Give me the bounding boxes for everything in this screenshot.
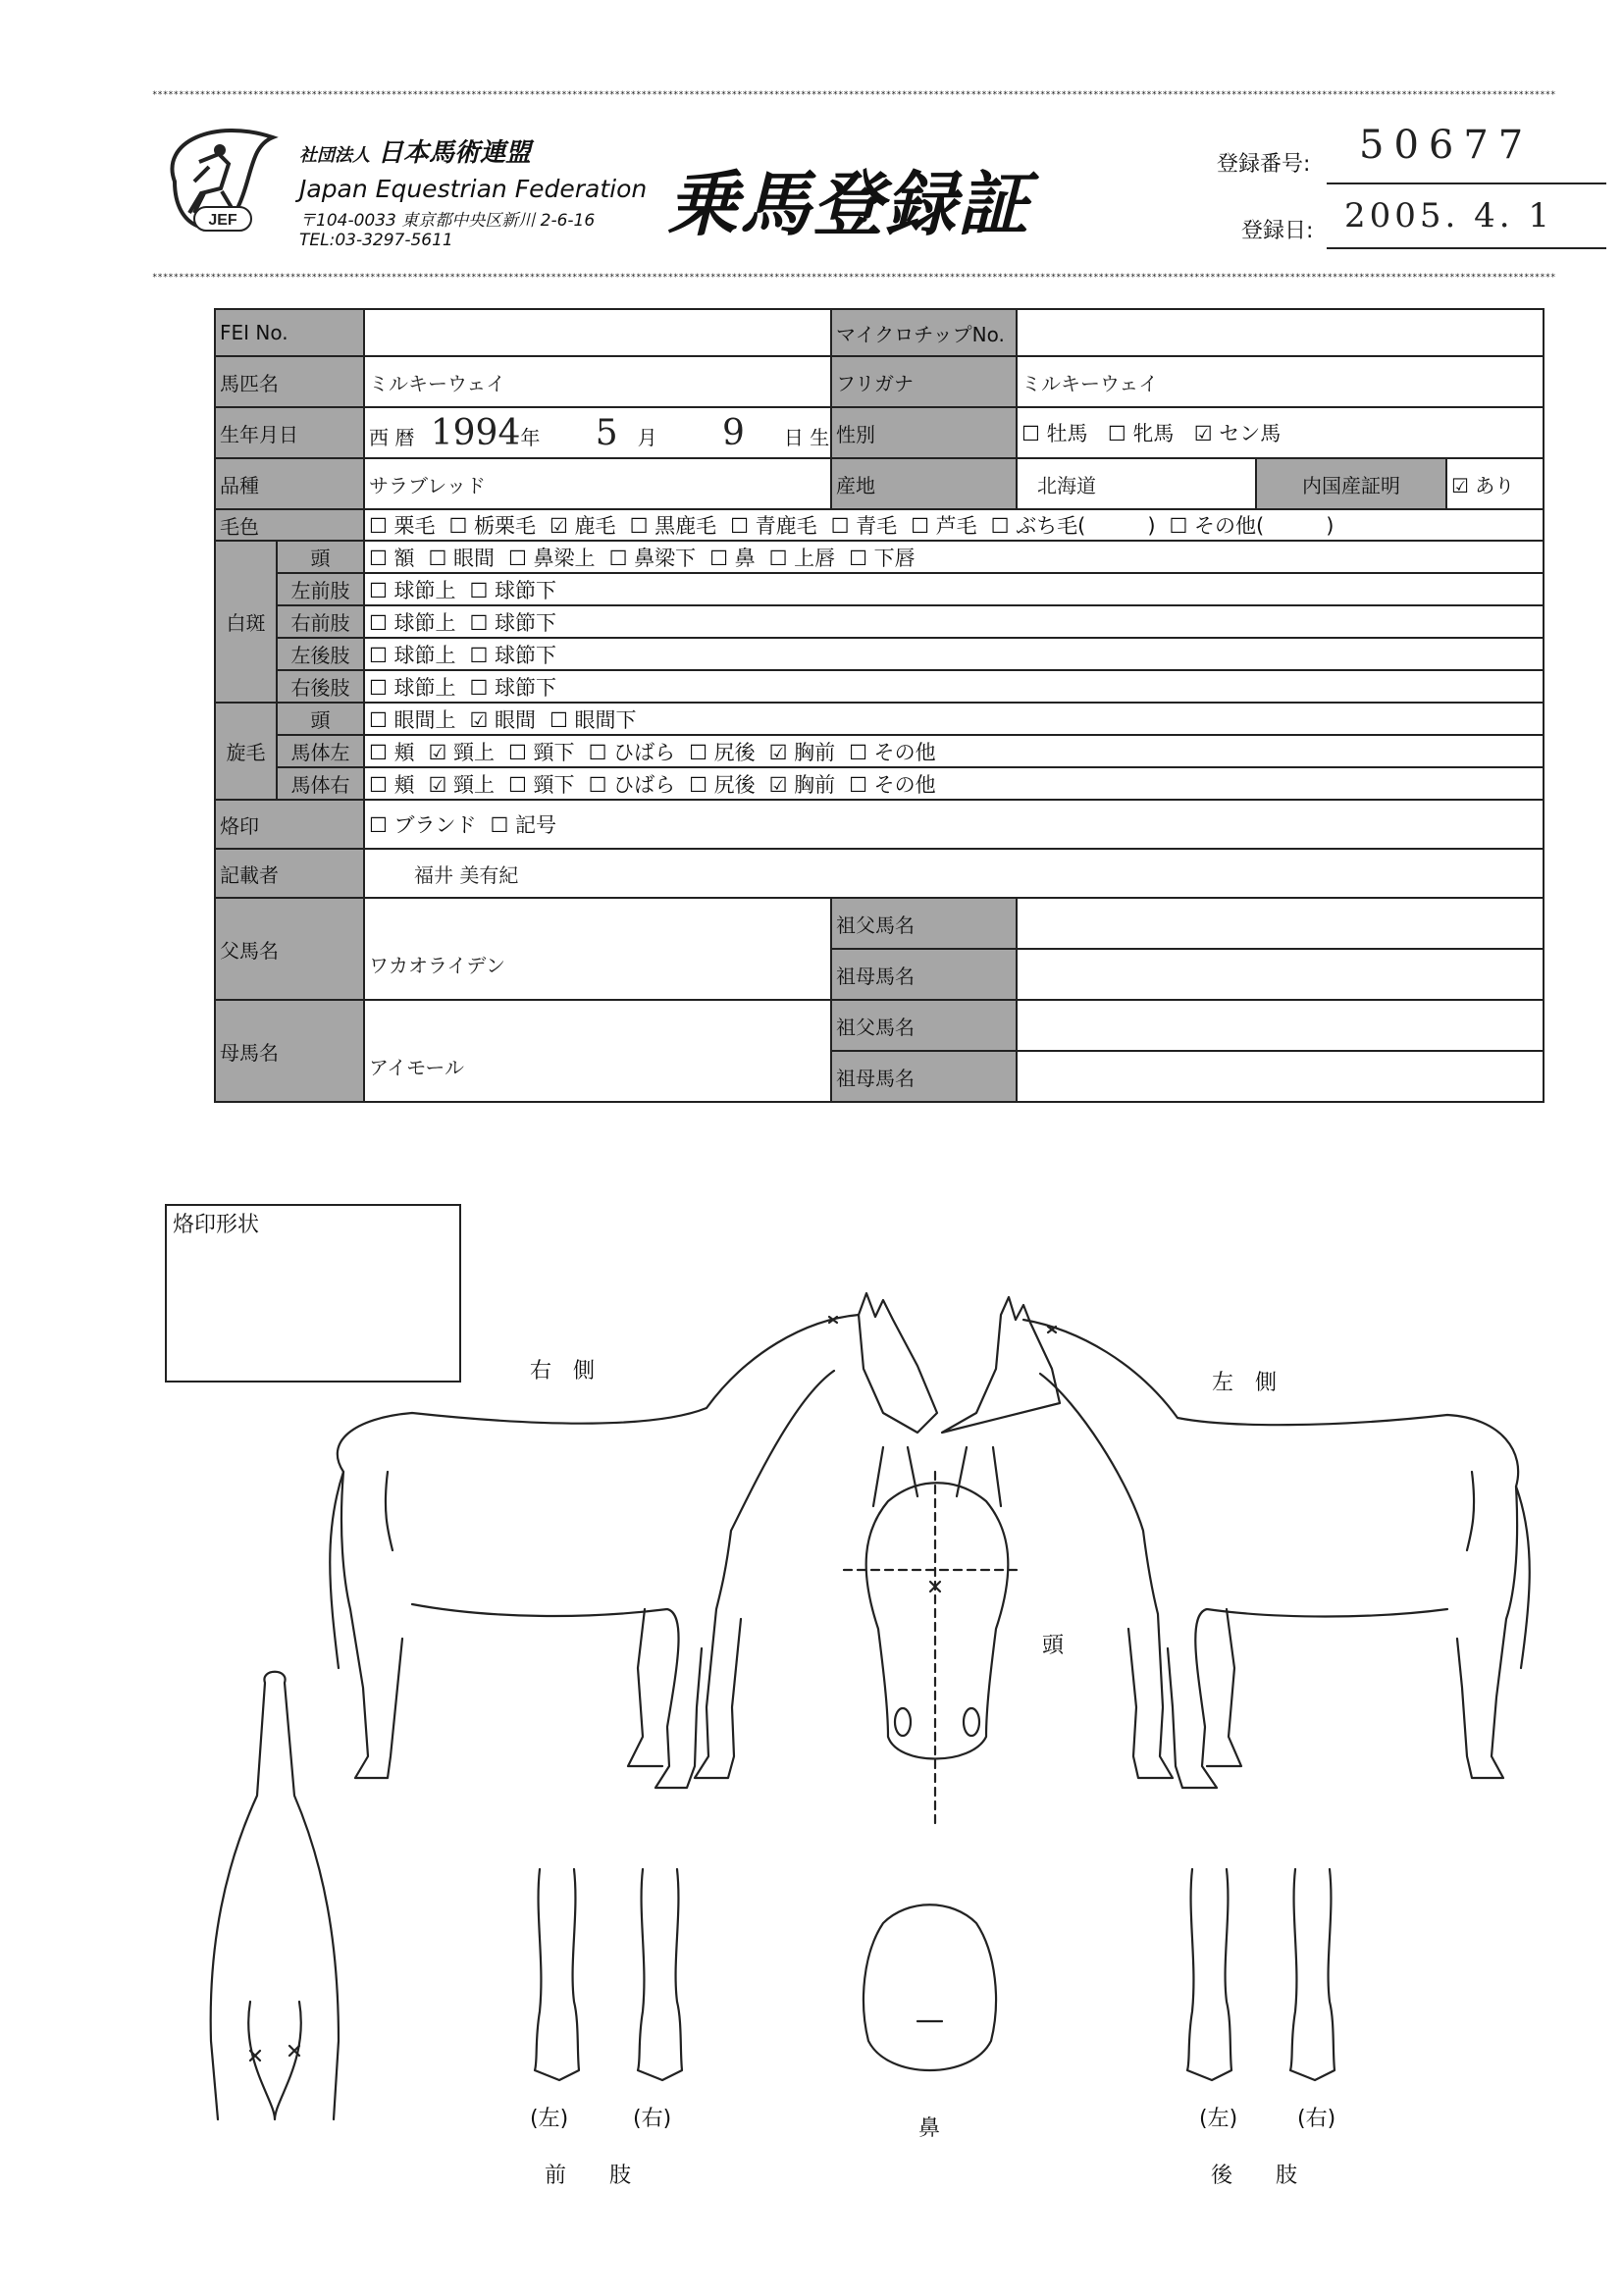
hind-right-label: (右) [1297, 2107, 1336, 2131]
whorl-option[interactable]: ☐ 尻後 [689, 740, 756, 764]
coat-option[interactable]: ☐ 栗毛 [369, 514, 436, 538]
birth-day: 9 [721, 412, 745, 453]
white-option[interactable]: ☐ 下唇 [849, 546, 916, 570]
white-part: 頭 [277, 541, 364, 573]
white-option[interactable]: ☐ 球節下 [469, 578, 557, 602]
whorl-option[interactable]: ☐ 眼間上 [369, 707, 456, 732]
white-part: 右後肢 [277, 670, 364, 703]
nose-label: 鼻 [918, 2116, 941, 2141]
whorl-option[interactable]: ☐ その他 [849, 772, 936, 797]
dam-label: 母馬名 [215, 1000, 364, 1102]
sex-option-stallion[interactable]: ☐ 牡馬 [1021, 422, 1088, 445]
header-top-rule: ************************************************************************************************************************************************************************************************************************************************************************ [152, 90, 1556, 100]
sire-grandsire-label: 祖父馬名 [831, 898, 1017, 949]
document-title: 乗馬登録証 [667, 163, 1031, 245]
tel-line: TEL:03-3297-5611 [299, 231, 453, 250]
whorl-option[interactable]: ☑ 頸上 [428, 740, 496, 764]
whorl-option[interactable]: ☐ ひばら [588, 740, 676, 764]
birth-year: 1994 [430, 412, 521, 453]
fore-right-label: (右) [633, 2107, 672, 2131]
sire-value[interactable]: ワカオライデン [364, 898, 831, 1000]
origin-value[interactable]: 北海道 [1017, 458, 1256, 509]
whorl-option[interactable]: ☑ 頸上 [428, 772, 496, 797]
reg-date-value: 2005. 4. 1 [1344, 196, 1554, 235]
white-option[interactable]: ☐ 球節下 [469, 643, 557, 667]
whorl-option[interactable]: ☑ 胸前 [768, 740, 836, 764]
domestic-value[interactable]: ☑ あり [1446, 458, 1544, 509]
white-option[interactable]: ☐ 上唇 [768, 546, 836, 570]
white-part: 左後肢 [277, 638, 364, 670]
header-bottom-rule: ************************************************************************************************************************************************************************************************************************************************************************ [152, 273, 1556, 283]
whorl-option[interactable]: ☑ 胸前 [768, 772, 836, 797]
org-name-text: 日本馬術連盟 [378, 138, 532, 168]
whorl-part: 頭 [277, 703, 364, 735]
dam-granddam-label: 祖母馬名 [831, 1051, 1017, 1102]
reg-date-label: 登録日: [1241, 219, 1314, 243]
whorl-option[interactable]: ☐ ひばら [588, 772, 676, 797]
writer-value[interactable]: 福井 美有紀 [364, 849, 1544, 898]
white-option[interactable]: ☐ 球節下 [469, 675, 557, 700]
head-label: 頭 [1042, 1634, 1065, 1658]
brand-option[interactable]: ☐ 記号 [490, 813, 557, 837]
whorl-part: 馬体右 [277, 767, 364, 800]
coat-option[interactable]: ☐ 栃栗毛 [448, 514, 537, 538]
whorl-option[interactable]: ☐ 眼間下 [550, 707, 637, 732]
brand-option[interactable]: ☐ ブランド [369, 813, 477, 837]
hind-left-label: (左) [1199, 2107, 1238, 2131]
coat-option[interactable]: ☐ 芦毛 [911, 514, 977, 538]
whorl-option[interactable]: ☐ 頸下 [508, 772, 575, 797]
microchip-label: マイクロチップNo. [831, 309, 1017, 356]
coat-option[interactable]: ☐ 青鹿毛 [730, 514, 817, 538]
whorl-option[interactable]: ☐ 頬 [369, 740, 415, 764]
white-label: 白斑 [215, 541, 277, 703]
hind-limbs [1187, 1869, 1335, 2080]
right-side-label: 右 側 [530, 1359, 596, 1383]
birth-era: 西 暦 [369, 425, 415, 449]
domestic-label: 内国産証明 [1256, 458, 1446, 509]
coat-option[interactable]: ☐ その他( ) [1169, 514, 1335, 538]
origin-label: 産地 [831, 458, 1017, 509]
whorl-part: 馬体左 [277, 735, 364, 767]
white-option[interactable]: ☐ 鼻梁下 [608, 546, 697, 570]
white-option[interactable]: ☐ 球節上 [369, 610, 456, 635]
birth-label: 生年月日 [215, 407, 364, 458]
white-option[interactable]: ☐ 球節上 [369, 578, 456, 602]
coat-option[interactable]: ☑ 鹿毛 [550, 514, 616, 538]
fore-left-label: (左) [530, 2107, 569, 2131]
whorl-option[interactable]: ☐ その他 [849, 740, 936, 764]
sire-granddam-label: 祖母馬名 [831, 949, 1017, 1000]
sex-label: 性別 [831, 407, 1017, 458]
writer-label: 記載者 [215, 849, 364, 898]
whorl-option[interactable]: ☐ 頸下 [508, 740, 575, 764]
white-part: 右前肢 [277, 605, 364, 638]
coat-option[interactable]: ☐ ぶち毛( ) [990, 514, 1156, 538]
white-option[interactable]: ☐ 球節上 [369, 675, 456, 700]
dam-grandsire-label: 祖父馬名 [831, 1000, 1017, 1051]
brand-label: 烙印 [215, 800, 364, 849]
year-unit: 年 [520, 425, 541, 449]
nose-drawing [864, 1905, 996, 2070]
white-option[interactable]: ☐ 額 [369, 546, 415, 570]
furigana-label: フリガナ [831, 356, 1017, 407]
whorl-option[interactable]: ☐ 尻後 [689, 772, 756, 797]
sire-label: 父馬名 [215, 898, 364, 1000]
horse-rear-view [211, 1672, 339, 2119]
breed-value[interactable]: サラブレッド [364, 458, 831, 509]
horse-right-side [330, 1293, 937, 1788]
whorl-option[interactable]: ☑ 眼間 [469, 707, 537, 732]
dam-value[interactable]: アイモール [364, 1000, 831, 1102]
whorl-label: 旋毛 [215, 703, 277, 800]
logo-text: JEF [208, 212, 237, 229]
coat-option[interactable]: ☐ 黒鹿毛 [629, 514, 717, 538]
white-option[interactable]: ☐ 球節上 [369, 643, 456, 667]
horse-left-side [942, 1297, 1530, 1788]
furigana-value[interactable]: ミルキーウェイ [1017, 356, 1544, 407]
fore-limb-label: 前 肢 [545, 2164, 632, 2188]
coat-option[interactable]: ☐ 青毛 [830, 514, 898, 538]
brand-shape-label: 烙印形状 [173, 1213, 260, 1237]
whorl-option[interactable]: ☐ 頬 [369, 772, 415, 797]
sex-option-gelding[interactable]: ☑ セン馬 [1193, 422, 1282, 445]
fore-limbs [535, 1869, 682, 2080]
white-option[interactable]: ☐ 球節下 [469, 610, 557, 635]
left-side-label: 左 側 [1212, 1371, 1278, 1395]
horse-head-front [844, 1447, 1021, 1825]
horse-name-label: 馬匹名 [215, 356, 364, 407]
white-option[interactable]: ☐ 鼻梁上 [508, 546, 596, 570]
birth-month: 5 [595, 412, 618, 453]
fei-label: FEI No. [215, 309, 364, 356]
reg-no-value: 50677 [1359, 123, 1534, 168]
breed-label: 品種 [215, 458, 364, 509]
hind-limb-label: 後 肢 [1211, 2164, 1298, 2188]
white-part: 左前肢 [277, 573, 364, 605]
reg-no-label: 登録番号: [1217, 152, 1311, 177]
org-name-en: Japan Equestrian Federation [299, 175, 648, 203]
coat-label: 毛色 [215, 509, 364, 541]
day-unit: 日 生 [783, 425, 830, 449]
white-option[interactable]: ☐ 眼間 [428, 546, 496, 570]
month-unit: 月 [637, 425, 657, 449]
org-type: 社団法人 [299, 145, 370, 166]
horse-name-value[interactable]: ミルキーウェイ [364, 356, 831, 407]
sex-option-mare[interactable]: ☐ 牝馬 [1107, 422, 1175, 445]
white-option[interactable]: ☐ 鼻 [709, 546, 756, 570]
address-line: 〒104-0033 東京都中央区新川 2-6-16 [299, 211, 596, 231]
